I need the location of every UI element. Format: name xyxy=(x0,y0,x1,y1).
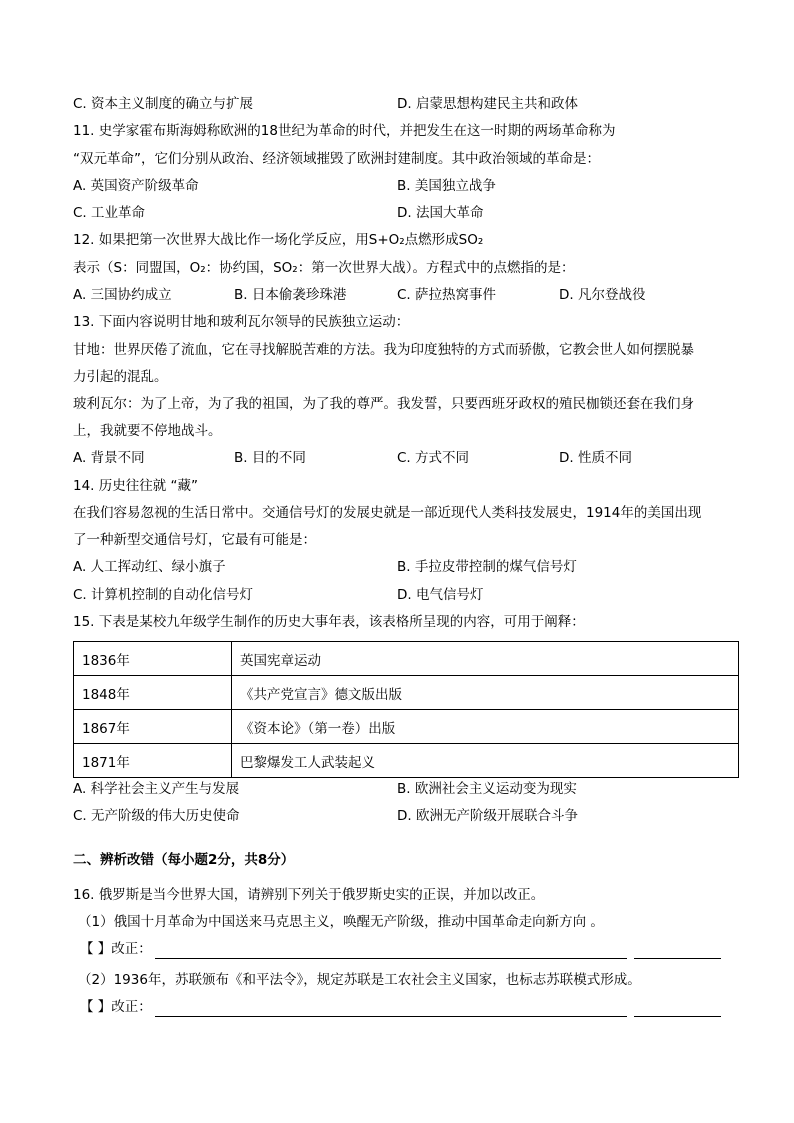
q15-option-b: B. 欧洲社会主义运动变为现实 xyxy=(397,781,577,797)
year-cell: 1871年 xyxy=(74,744,232,778)
q16-item1: （1）俄国十月革命为中国送来马克思主义，唤醒无产阶级，推动中国革命走向新方向 。 xyxy=(78,914,604,930)
table-row xyxy=(74,710,739,744)
table-row xyxy=(74,744,739,778)
q14-option-d: D. 电气信号灯 xyxy=(397,587,484,603)
history-events-table xyxy=(73,641,739,778)
q11-option-c: C. 工业革命 xyxy=(73,205,146,221)
q12-option-d: D. 凡尔登战役 xyxy=(559,287,646,303)
q15-stem: 15. 下表是某校九年级学生制作的历史大事年表，该表格所呈现的内容，可用于阐释： xyxy=(73,614,585,630)
q13-gandhi-line1: 甘地：世界厌倦了流血，它在寻找解脱苦难的方法。我为印度独特的方式而骄傲，它教会世人如何摆脱暴 xyxy=(73,342,694,358)
table-row xyxy=(74,642,739,676)
q16-item2-answer-label: 【 】改正： xyxy=(80,999,152,1015)
q14-stem: 14. 历史往往就 “藏” xyxy=(73,478,199,494)
q15-option-c: C. 无产阶级的伟大历史使命 xyxy=(73,808,240,824)
q15-option-a: A. 科学社会主义产生与发展 xyxy=(73,781,240,797)
q12-option-c: C. 萨拉热窝事件 xyxy=(397,287,497,303)
q16-item1-answer-blank-extra[interactable] xyxy=(634,958,721,959)
event-cell: 《资本论》（第一卷）出版 xyxy=(232,710,739,744)
q10-option-d: D. 启蒙思想构建民主共和政体 xyxy=(397,96,578,112)
q11-stem-line2: “双元革命”，它们分别从政治、经济领域摧毁了欧洲封建制度。其中政治领域的革命是： xyxy=(73,151,600,167)
q13-gandhi-line2: 力引起的混乱。 xyxy=(73,369,168,385)
q14-option-b: B. 手拉皮带控制的煤气信号灯 xyxy=(397,559,577,575)
event-cell: 巴黎爆发工人武装起义 xyxy=(232,744,739,778)
event-cell: 英国宪章运动 xyxy=(232,642,739,676)
q16-item2-answer-blank-extra[interactable] xyxy=(634,1016,721,1017)
year-cell: 1867年 xyxy=(74,710,232,744)
q16-item2-answer-blank[interactable] xyxy=(155,1016,627,1017)
q14-body-line2: 了一种新型交通信号灯，它最有可能是： xyxy=(73,532,316,548)
q14-body-line1: 在我们容易忽视的生活日常中。交通信号灯的发展史就是一部近现代人类科技发展史，1914年的美国出现 xyxy=(73,505,702,521)
q12-stem-line1: 12. 如果把第一次世界大战比作一场化学反应，用S+O₂点燃形成SO₂ xyxy=(73,232,484,248)
q12-option-b: B. 日本偷袭珍珠港 xyxy=(234,287,347,303)
q16-item1-answer-blank[interactable] xyxy=(155,958,627,959)
q16-item1-answer-label: 【 】改正： xyxy=(80,941,152,957)
q14-option-c: C. 计算机控制的自动化信号灯 xyxy=(73,587,254,603)
q11-option-b: B. 美国独立战争 xyxy=(397,178,496,194)
q15-option-d: D. 欧洲无产阶级开展联合斗争 xyxy=(397,808,578,824)
q13-option-b: B. 目的不同 xyxy=(234,450,306,466)
q13-stem: 13. 下面内容说明甘地和玻利瓦尔领导的民族独立运动： xyxy=(73,314,410,330)
q13-option-a: A. 背景不同 xyxy=(73,450,145,466)
section-title: 二、辨析改错（每小题2分，共8分） xyxy=(73,852,295,868)
table-row xyxy=(74,676,739,710)
q13-option-d: D. 性质不同 xyxy=(559,450,632,466)
q10-option-c: C. 资本主义制度的确立与扩展 xyxy=(73,96,254,112)
q16-stem: 16. 俄罗斯是当今世界大国，请辨别下列关于俄罗斯史实的正误，并加以改正。 xyxy=(73,887,545,903)
q16-item2: （2）1936年，苏联颁布《和平法令》，规定苏联是工农社会主义国家，也标志苏联模式形成。 xyxy=(78,972,641,988)
event-cell: 《共产党宣言》德文版出版 xyxy=(232,676,739,710)
year-cell: 1836年 xyxy=(74,642,232,676)
q13-option-c: C. 方式不同 xyxy=(397,450,470,466)
q13-bolivar-line2: 上，我就要不停地战斗。 xyxy=(73,423,222,439)
q11-option-a: A. 英国资产阶级革命 xyxy=(73,178,199,194)
q13-bolivar-line1: 玻利瓦尔：为了上帝，为了我的祖国，为了我的尊严。我发誓，只要西班牙政权的殖民枷锁还套在我们身 xyxy=(73,396,694,412)
year-cell: 1848年 xyxy=(74,676,232,710)
q11-stem-line1: 11. 史学家霍布斯海姆称欧洲的18世纪为革命的时代，并把发生在这一时期的两场革命称为 xyxy=(73,123,616,139)
q11-option-d: D. 法国大革命 xyxy=(397,205,484,221)
q12-stem-line2: 表示（S：同盟国，O₂：协约国，SO₂：第一次世界大战）。方程式中的点燃指的是： xyxy=(73,260,575,276)
q14-option-a: A. 人工挥动红、绿小旗子 xyxy=(73,559,226,575)
q12-option-a: A. 三国协约成立 xyxy=(73,287,172,303)
